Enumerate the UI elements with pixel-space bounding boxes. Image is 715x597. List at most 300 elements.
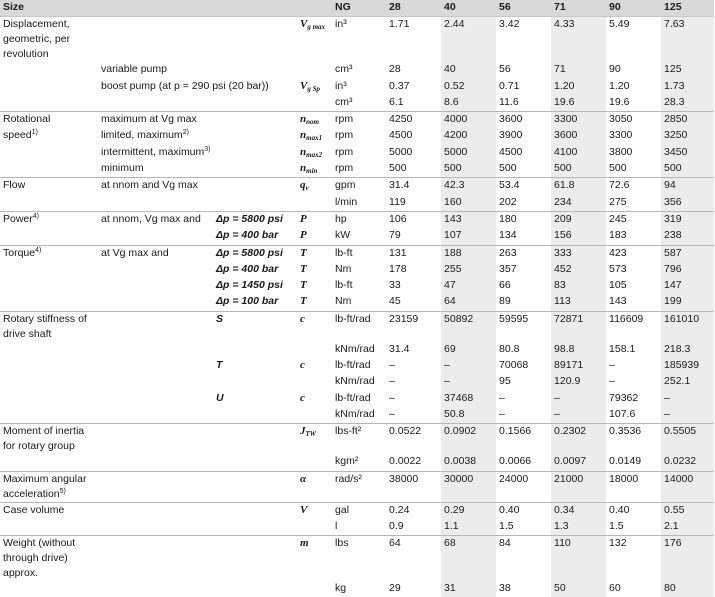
unit-cell: lb-ft [332,245,386,262]
symbol-cell: $q_v$ [297,178,332,195]
symbol-cell [297,342,332,358]
table-row [0,245,714,262]
table-row [0,79,714,95]
value-cell: 31 [441,581,496,597]
value-cell: 50892 [441,311,496,342]
unit-cell: kgm² [335,455,359,468]
condition-cell: U [216,391,224,404]
table-row [0,536,714,582]
parameter-cell [0,278,98,294]
condition-cell [213,95,297,112]
parameter-cell: Weight (without through drive) approx. [0,536,98,582]
value-cell: – [441,358,496,374]
value-cell: 143 [441,211,496,228]
value-cell: 0.9 [389,519,404,532]
value-cell: 0.0038 [441,454,496,471]
subparameter-cell: maximum at Vg max [98,112,213,129]
value-cell: 68 [441,536,496,582]
parameter-cell: Moment of inertia for rotary group [0,424,98,455]
unit-cell: hp [332,211,386,228]
value-cell: 0.37 [389,79,410,92]
value-cell: 18000 [606,471,661,502]
condition-cell [213,17,297,63]
value-cell: 500 [551,161,606,178]
table-row [0,145,714,161]
value-cell: 156 [551,228,606,245]
unit-cell: lb-ft/rad [335,359,371,372]
condition-cell: S [213,311,297,342]
parameter-cell [0,391,98,407]
subparameter-cell [98,454,213,471]
table-row [0,581,714,597]
unit-cell: Nm [335,295,352,308]
subparameter-cell [98,471,213,502]
value-cell: – [551,407,606,424]
value-cell: 147 [661,278,714,294]
value-cell: 161010 [661,311,714,342]
value-cell: 573 [609,262,627,275]
value-cell: 31.4 [389,342,410,355]
table-row [0,502,714,519]
value-cell: 116609 [606,311,661,342]
table-row [0,424,714,455]
value-cell: 0.3536 [606,424,661,455]
value-cell: – [551,391,606,407]
symbol-cell [297,95,332,112]
value-cell: 80 [661,581,714,597]
symbol-cell: c [297,311,332,342]
value-cell: 50.8 [441,407,496,424]
condition-cell: T [216,359,223,372]
subparameter-cell [98,581,213,597]
symbol-cell: $J_{TW}$ [297,424,332,455]
value-cell: 120.9 [551,374,606,390]
table-row [0,454,714,471]
symbol-cell: T [297,245,332,262]
parameter-cell: Torque$^{4)}$ [0,245,98,262]
value-cell: 3300 [551,112,606,129]
parameter-cell [0,62,98,78]
value-cell: 71 [551,62,606,78]
parameter-cell [0,294,98,311]
value-cell: 0.40 [496,502,551,519]
unit-cell: kNm/rad [335,375,375,388]
size-28-header: 28 [386,0,441,17]
value-cell: 500 [609,162,627,175]
symbol-cell: c [300,359,305,372]
value-cell: 0.0149 [609,455,642,468]
parameter-cell: Power$^{4)}$ [0,211,98,228]
unit-cell: kW [335,229,351,242]
size-40-header: 40 [441,0,496,17]
parameter-cell: speed$^{1)}$ [3,129,38,142]
value-cell: 89171 [551,358,606,374]
value-cell: 72.6 [606,178,661,195]
value-cell: 199 [661,294,714,311]
subparameter-cell [98,407,213,424]
value-cell: 61.8 [551,178,606,195]
symbol-cell: T [300,279,307,292]
table-row [0,128,714,144]
value-cell: 8.6 [441,95,496,112]
unit-cell: lb-ft [335,279,353,292]
unit-cell: l [335,519,338,532]
value-cell: 134 [499,229,517,242]
value-cell: 0.40 [606,502,661,519]
value-cell: 29 [389,582,401,595]
value-cell: 0.71 [499,79,520,92]
value-cell: 357 [499,262,517,275]
parameter-cell [0,228,98,245]
value-cell: 107.6 [609,407,636,420]
table-row [0,211,714,228]
parameter-cell [0,262,98,278]
value-cell: 176 [661,536,714,582]
value-cell: – [499,407,505,420]
parameter-cell: Maximum angular acceleration$^{5)}$ [0,471,98,502]
value-cell: 218.3 [661,342,714,358]
condition-cell [213,581,297,597]
value-cell: 37468 [441,391,496,407]
value-cell: 94 [661,178,714,195]
value-cell: 30000 [441,471,496,502]
unit-cell: cm³ [335,95,353,108]
unit-cell: rpm [335,162,354,175]
value-cell: 1.73 [661,79,714,95]
unit-cell: gal [332,502,386,519]
value-cell: 263 [496,245,551,262]
size-125-header: 125 [661,0,714,17]
parameter-cell: Case volume [0,502,98,519]
subparameter-cell [98,278,213,294]
value-cell: 1.20 [551,79,606,95]
value-cell: 45 [389,295,401,308]
symbol-cell: $V_{g Sp}$ [300,79,320,93]
unit-cell: rad/s² [332,471,386,502]
value-cell: 0.2302 [551,424,606,455]
condition-cell [213,502,297,519]
value-cell: 84 [496,536,551,582]
value-cell: 56 [499,63,511,76]
value-cell: 64 [441,294,496,311]
value-cell: 72871 [551,311,606,342]
condition-cell [213,128,297,144]
subparameter-cell: minimum [101,162,144,175]
value-cell: 0.0066 [499,455,532,468]
value-cell: 1.71 [386,17,441,63]
value-cell: 24000 [496,471,551,502]
symbol-cell: $n_{max1}$ [300,129,323,143]
value-cell: 7.63 [661,17,714,63]
value-cell: 66 [499,279,511,292]
parameter-cell [0,95,98,112]
value-cell: 3900 [499,129,523,142]
symbol-cell [297,374,332,390]
value-cell: 1.1 [441,519,496,536]
value-cell: 6.1 [389,95,404,108]
subparameter-cell [98,294,213,311]
parameter-cell [0,374,98,390]
symbol-cell: P [297,211,332,228]
table-row [0,519,714,536]
symbol-cell [297,581,332,597]
value-cell: 70068 [499,359,529,372]
table-row [0,311,714,342]
parameter-cell [0,195,98,212]
parameter-cell [0,145,98,161]
subparameter-cell [98,342,213,358]
subparameter-cell: variable pump [101,63,167,76]
parameter-cell [0,358,98,374]
value-cell: 160 [441,195,496,212]
condition-cell: Δp = 5800 psi [213,211,297,228]
value-cell: 3450 [661,145,714,161]
value-cell: 38 [499,582,511,595]
value-cell: 11.6 [499,95,519,108]
size-56-header: 56 [496,0,551,17]
subparameter-cell [98,195,213,212]
parameter-cell: Rotational [0,112,98,129]
value-cell: 252.1 [661,374,714,390]
table-row [0,358,714,374]
value-cell: 185939 [661,358,714,374]
size-90-header: 90 [606,0,661,17]
table-row [0,278,714,294]
unit-cell: lbs [332,536,386,582]
condition-cell [213,424,297,455]
condition-cell [213,454,297,471]
value-cell: 202 [499,195,517,208]
value-cell: 47 [441,278,496,294]
value-cell: 209 [551,211,606,228]
table-row [0,391,714,407]
value-cell: 3050 [606,112,661,129]
value-cell: 60 [609,582,621,595]
value-cell: 64 [386,536,441,582]
value-cell: 0.24 [386,502,441,519]
value-cell: 80.8 [499,342,520,355]
value-cell: 125 [661,62,714,78]
symbol-cell [297,407,332,424]
symbol-cell: m [297,536,332,582]
subparameter-cell [98,358,213,374]
value-cell: 0.0097 [551,454,606,471]
value-cell: 40 [441,62,496,78]
value-cell: 79362 [609,391,639,404]
condition-cell [213,112,297,129]
value-cell: 452 [551,262,606,278]
value-cell: 4100 [551,145,606,161]
value-cell: – [609,359,615,372]
parameter-cell [0,519,98,536]
header-row [0,0,714,17]
unit-cell: rpm [335,129,354,142]
symbol-cell: T [300,262,307,275]
unit-cell: kNm/rad [335,407,375,420]
subparameter-cell [98,502,213,519]
value-cell: 21000 [551,471,606,502]
value-cell: 83 [551,278,606,294]
parameter-cell [0,342,98,358]
table-row [0,62,714,78]
symbol-cell [297,519,332,536]
condition-cell [213,145,297,161]
condition-cell [213,519,297,536]
spec-body [0,17,714,597]
unit-cell: kg [335,582,347,595]
value-cell: 89 [499,295,511,308]
parameter-cell: Flow [0,178,98,195]
parameter-cell: Displacement, geometric, per revolution [0,17,98,63]
value-cell: 1.20 [609,79,630,92]
value-cell: 0.52 [441,79,496,95]
condition-cell: Δp = 400 bar [216,262,279,275]
subparameter-cell [98,374,213,390]
value-cell: 0.0902 [441,424,496,455]
value-cell: 131 [386,245,441,262]
subparameter-cell [98,262,213,278]
parameter-cell [0,581,98,597]
unit-cell: l/min [335,195,358,208]
value-cell: 2.44 [441,17,496,63]
value-cell: 5.49 [606,17,661,63]
condition-cell [213,62,297,78]
value-cell: 500 [661,161,714,178]
value-cell: 110 [551,536,606,582]
condition-cell: Δp = 1450 psi [216,279,283,292]
value-cell: 38000 [386,471,441,502]
value-cell: 333 [551,245,606,262]
size-71-header: 71 [551,0,606,17]
symbol-cell: $n_{min}$ [300,162,318,176]
value-cell: 143 [609,295,627,308]
value-cell: 0.55 [661,502,714,519]
unit-cell: in³ [335,79,347,92]
value-cell: 5000 [441,145,496,161]
table-row [0,407,714,424]
value-cell: 183 [609,229,627,242]
symbol-cell [297,62,332,78]
subparameter-cell: at nnom, Vg max and [98,211,213,228]
subparameter-cell: at Vg max and [98,245,213,262]
value-cell: 90 [609,63,621,76]
value-cell: 3300 [609,129,633,142]
condition-cell [213,195,297,212]
value-cell: – [499,391,505,404]
value-cell: 423 [606,245,661,262]
subparameter-cell [98,536,213,582]
value-cell: 255 [441,262,496,278]
value-cell: 59595 [496,311,551,342]
subparameter-cell [98,519,213,536]
condition-cell: Δp = 400 bar [216,229,279,242]
value-cell: 50 [551,581,606,597]
ng-header: NG [332,0,386,17]
subparameter-cell: at nnom and Vg max [98,178,213,195]
symbol-cell: $V_{g max}$ [297,17,332,63]
value-cell: 4250 [386,112,441,129]
value-cell: – [389,391,395,404]
condition-cell [213,178,297,195]
value-cell: 4.33 [551,17,606,63]
value-cell: – [389,375,395,388]
condition-cell [213,407,297,424]
subparameter-cell: boost pump (at p = 290 psi (20 bar)) [101,79,269,92]
subparameter-cell: intermittent, maximum$^{3)}$ [101,145,211,158]
unit-cell: lbs-ft² [332,424,386,455]
symbol-cell: V [297,502,332,519]
value-cell: 107 [441,228,496,245]
value-cell: 1.5 [499,519,514,532]
value-cell: 3250 [661,128,714,144]
parameter-cell [0,407,98,424]
condition-cell: Δp = 100 bar [216,295,279,308]
subparameter-cell [98,424,213,455]
value-cell: 0.0522 [386,424,441,455]
symbol-cell [297,454,332,471]
symbol-cell: $n_{max2}$ [300,145,323,159]
subparameter-cell [98,17,213,63]
value-cell: 105 [609,279,627,292]
table-row [0,17,714,63]
value-cell: 1.3 [551,519,606,536]
unit-cell: rpm [335,145,354,158]
symbol-cell [297,195,332,212]
parameter-cell [0,79,98,95]
value-cell: 3600 [551,128,606,144]
value-cell: – [389,359,395,372]
value-cell: 119 [389,195,406,208]
value-cell: 587 [661,245,714,262]
value-cell: 158.1 [609,342,636,355]
value-cell: 796 [661,262,714,278]
value-cell: 500 [499,162,517,175]
value-cell: 500 [441,161,496,178]
table-row [0,228,714,245]
value-cell: 28.3 [661,95,714,112]
value-cell: 4500 [499,145,523,158]
value-cell: 95 [499,375,511,388]
table-row [0,95,714,112]
condition-cell: Δp = 5800 psi [213,245,297,262]
subparameter-cell [98,391,213,407]
table-row [0,112,714,129]
unit-cell: in³ [332,17,386,63]
symbol-cell: P [300,229,307,242]
value-cell: 319 [661,211,714,228]
table-row [0,342,714,358]
value-cell: – [389,407,395,420]
table-row [0,178,714,195]
symbol-cell: c [300,391,305,404]
value-cell: 33 [389,279,401,292]
value-cell: – [609,375,615,388]
value-cell: 19.6 [609,95,630,108]
value-cell: – [661,391,714,407]
table-row [0,294,714,311]
value-cell: 3600 [496,112,551,129]
value-cell: 500 [389,162,407,175]
symbol-cell: T [300,295,307,308]
value-cell: 0.5505 [661,424,714,455]
value-cell: 79 [389,229,401,242]
parameter-cell [0,454,98,471]
symbol-cell: α [297,471,332,502]
table-row [0,374,714,390]
value-cell: 0.0232 [661,454,714,471]
unit-cell: Nm [335,262,352,275]
value-cell: 245 [606,211,661,228]
